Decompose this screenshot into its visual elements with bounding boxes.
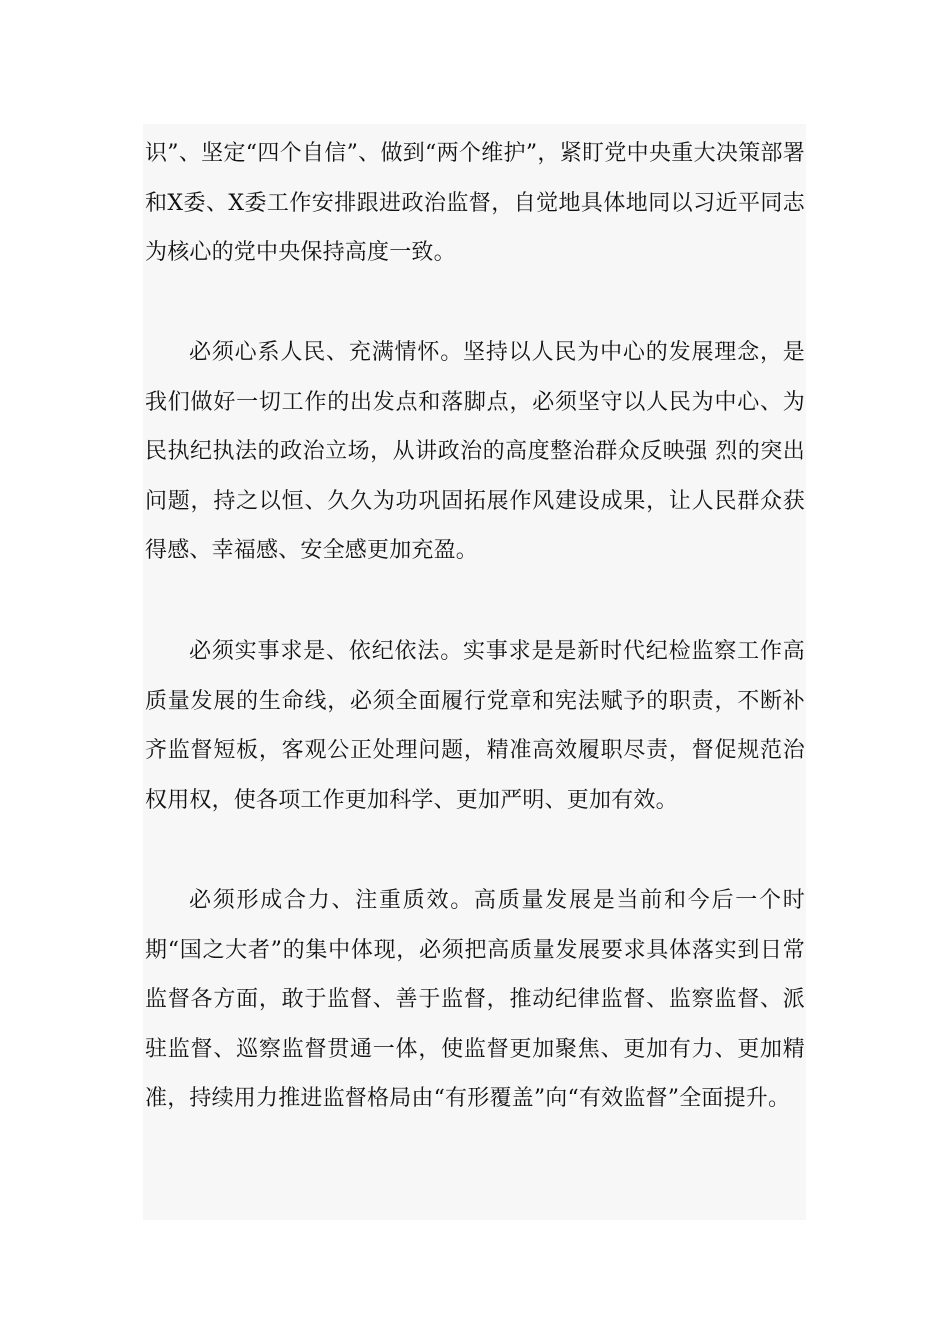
- paragraph-facts: 必须实事求是、依纪依法。实事求是是新时代纪检监察工作高质量发展的生命线，必须全面履行党章和宪法赋予的职责，不断补齐监督短板，客观公正处理问题，精准高效履职尽责，督促规范治权用权，使各项工作更加科学、更加严明、更加有效。: [145, 639, 805, 813]
- paragraph-synergy: 必须形成合力、注重质效。高质量发展是当前和今后一个时期“国之大者”的集中体现，必须把高质量发展要求具体落实到日常监督各方面，敢于监督、善于监督，推动纪律监督、监察监督、派驻监督、巡察监督贯通一体，使监督更加聚焦、更加有力、更加精准，持续用力推进监督格局由“有形覆盖”向“有效监督”全面提升。: [145, 888, 805, 1112]
- paragraph-people: 必须心系人民、充满情怀。坚持以人民为中心的发展理念，是我们做好一切工作的出发点和落脚点，必须坚守以人民为中心、为民执纪执法的政治立场，从讲政治的高度整治群众反映强 烈的突出问题，持之以恒、久久为功巩固拓展作风建设成果，让人民群众获得感、幸福感、安全感更加充盈。: [145, 340, 805, 564]
- paragraph-continuation: 识”、坚定“四个自信”、做到“两个维护”，紧盯党中央重大决策部署和X委、X委工作安排跟进政治监督，自觉地具体地同以习近平同志为核心的党中央保持高度一致。: [145, 141, 805, 266]
